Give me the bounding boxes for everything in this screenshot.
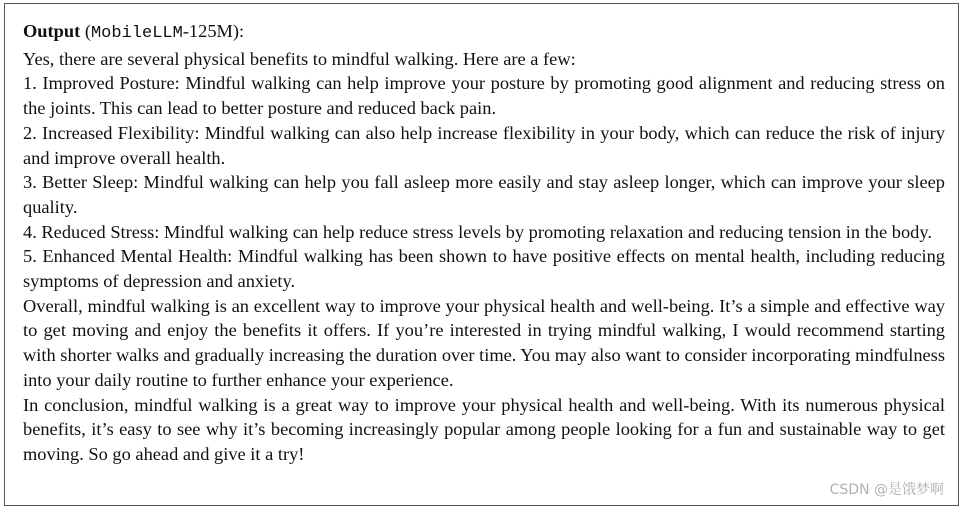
list-item-posture: 1. Improved Posture: Mindful walking can help improve your posture by promoting good alignment and reducing stress on the joints. This can lead to better posture and reduced back pain. bbox=[23, 73, 945, 119]
heading-close: ): bbox=[232, 21, 245, 41]
output-heading bbox=[23, 19, 945, 47]
watermark: CSDN @是饿梦啊 bbox=[829, 482, 944, 498]
output-box bbox=[4, 3, 959, 506]
output-text bbox=[23, 19, 945, 467]
model-size: -125M bbox=[182, 21, 233, 41]
conclusion-paragraph: In conclusion, mindful walking is a great way to improve your physical health and well-being. With its numerous physical benefits, it’s easy to see why it’s becoming increasingly popular among people looking for a fun and sustainable way to get moving. So go ahead and give it a try! bbox=[23, 394, 945, 464]
list-item-flexibility: 2. Increased Flexibility: Mindful walking can also help increase flexibility in your body, which can reduce the risk of injury and improve overall health. bbox=[23, 122, 945, 168]
list-item-mental-health: 5. Enhanced Mental Health: Mindful walking has been shown to have positive effects on mental health, including reducing symptoms of depression and anxiety. bbox=[23, 246, 945, 292]
model-name: MobileLLM bbox=[90, 24, 183, 43]
output-label: Output bbox=[23, 21, 81, 41]
overall-paragraph: Overall, mindful walking is an excellent way to improve your physical health and well-being. It’s a simple and effective way to get moving and enjoy the benefits it offers. If you’re interested in trying mindful walking, I would recommend starting with shorter walks and gradually increasing the duration over time. You may also want to consider incorporating mindfulness into your daily routine to further enhance your experience. bbox=[23, 295, 945, 390]
list-item-sleep: 3. Better Sleep: Mindful walking can help you fall asleep more easily and stay asleep longer, which can improve your sleep quality. bbox=[23, 172, 945, 217]
list-item-stress: 4. Reduced Stress: Mindful walking can help reduce stress levels by promoting relaxation and reducing tension in the body. bbox=[23, 221, 932, 242]
heading-open-paren: ( bbox=[80, 21, 91, 41]
intro-paragraph: Yes, there are several physical benefits to mindful walking. Here are a few: bbox=[23, 48, 576, 69]
